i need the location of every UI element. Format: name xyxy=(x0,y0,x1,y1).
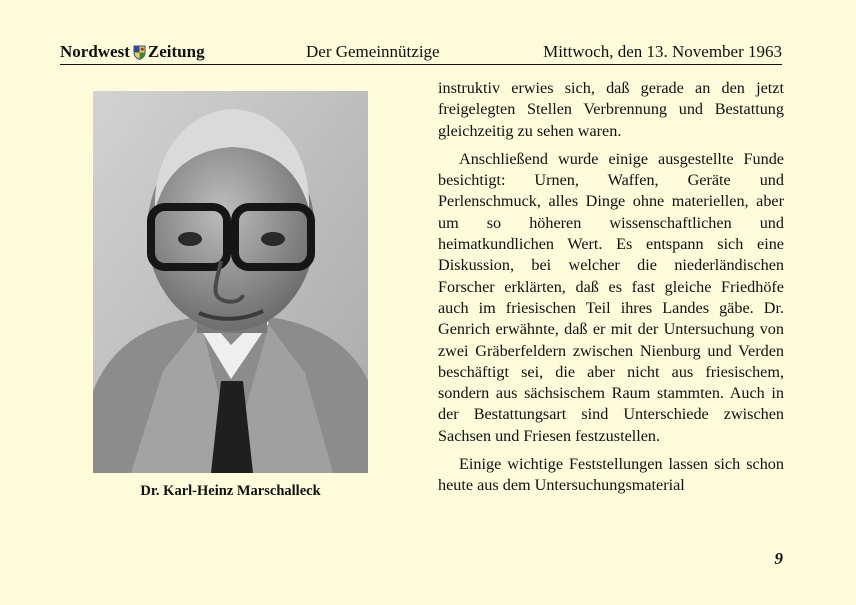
page-number: 9 xyxy=(774,549,783,568)
newspaper-name-part1: Nordwest xyxy=(60,42,130,61)
portrait-image xyxy=(93,91,368,473)
newspaper-name xyxy=(60,42,205,62)
section-title: Der Gemeinnützige xyxy=(306,42,440,61)
article-text xyxy=(438,78,784,504)
newspaper-name-part2: Zeitung xyxy=(147,42,205,61)
article-paragraph-3: Einige wichtige Feststellungen lassen sich schon heute aus dem Untersuchungsmaterial xyxy=(438,455,784,495)
photo-caption: Dr. Karl-Heinz Marschalleck xyxy=(140,483,321,499)
article-paragraph-2: Anschließend wurde einige ausgestellte Funde besichtigt: Urnen, Waffen, Geräte und Perlenschmuck, alles Dinge ohne materiellen, aber um so höheren wissenschaftlichen und heimatkundlichen Wert. Es entspann sich eine Diskussion, bei welcher die niederländischen Forscher erklärten, daß es fast gleiche Friedhöfe auch im friesischen Teil ihres Landes gäbe. Dr. Genrich erwähnte, daß er mit der Untersuchung von zwei Gräberfeldern zwischen Nienburg und Verden beschäftigt sei, die aber nicht aus friesischem, sondern aus sächsischem Raum stammten. Auch in der Bestattungsart sind Unterschiede zwischen Sachsen und Friesen festzustellen. xyxy=(438,149,784,445)
issue-date: Mittwoch, den 13. November 1963 xyxy=(543,42,782,61)
header-rule xyxy=(60,64,782,65)
page-header xyxy=(60,42,782,64)
coat-of-arms-icon xyxy=(133,45,146,60)
portrait-photo xyxy=(93,91,368,473)
article-paragraph-1: instruktiv erwies sich, daß gerade an den jetzt freigelegten Stellen Verbrennung und Bestattung gleichzeitig zu sehen waren. xyxy=(438,79,784,140)
